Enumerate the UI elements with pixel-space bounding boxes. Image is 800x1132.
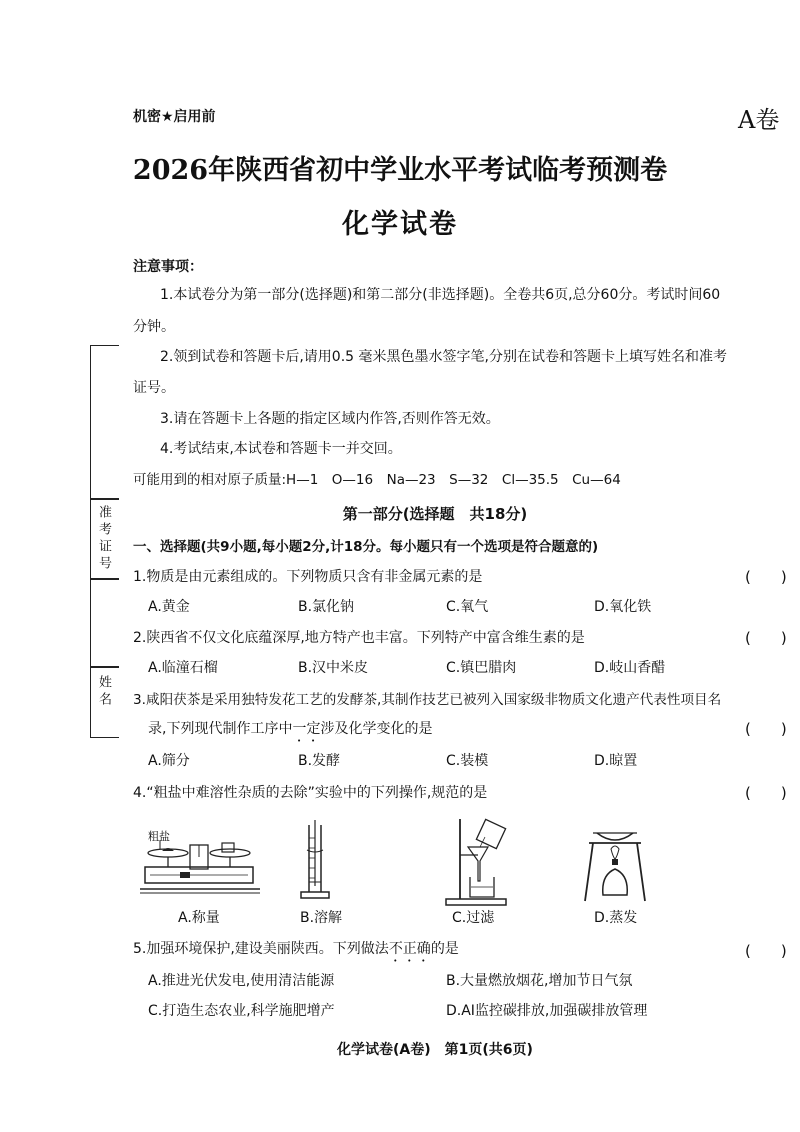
q1-option-d[interactable]: D.氧化铁 [594,599,652,615]
answer-paren-1[interactable]: ( ) [745,568,787,586]
q3-option-a[interactable]: A.筛分 [148,753,190,769]
q3-option-c[interactable]: C.装模 [446,753,489,769]
q3-option-b[interactable]: B.发酵 [298,753,341,769]
note-item-1: 1.本试卷分为第一部分(选择题)和第二部分(非选择题)。全卷共6页,总分60分。考试时间60 [160,287,721,303]
q1-option-a[interactable]: A.黄金 [148,599,190,615]
q5-option-b[interactable]: B.大量燃放烟花,增加节日气氛 [446,973,633,989]
q4-option-c[interactable]: C.过滤 [452,910,495,926]
q2-option-a[interactable]: A.临潼石榴 [148,660,218,676]
exam-subtitle: 化学试卷 [342,209,458,240]
answer-paren-5[interactable]: ( ) [745,942,787,960]
crude-salt-label: 粗盐 [148,830,170,843]
paper-version-label: A卷 [738,106,780,134]
sidebar-blank-box [90,345,119,500]
note-item-1-cont: 分钟。 [133,319,175,335]
exam-id-field[interactable] [90,578,119,668]
q4-option-b[interactable]: B.溶解 [300,910,343,926]
q4-option-d[interactable]: D.蒸发 [594,910,638,926]
q2-option-c[interactable]: C.镇巴腊肉 [446,660,517,676]
q5-stem-emphasis: 不正确 [388,941,431,957]
note-item-2-cont: 证号。 [133,380,175,396]
question-3-stem-line1: 3.咸阳茯茶是采用独特发花工艺的发酵茶,其制作技艺已被列入国家级非物质文化遗产代表性项目名 [133,692,722,708]
q2-option-d[interactable]: D.岐山香醋 [594,660,666,676]
q3-stem-pre: 录,下列现代制作工序中 [148,721,293,737]
question-3-stem-line2 [148,718,432,745]
question-1-stem: 1.物质是由元素组成的。下列物质只含有非金属元素的是 [133,569,483,585]
q5-stem-pre: 5.加强环境保护,建设美丽陕西。下列做法 [133,941,389,957]
page-footer: 化学试卷(A卷) 第1页(共6页) [337,1042,533,1058]
confidential-label: 机密★启用前 [133,109,216,125]
question-5-stem [133,938,459,965]
balance-icon [140,835,270,905]
evaporation-icon [585,825,645,905]
notes-heading: 注意事项： [133,259,203,275]
question-2-stem: 2.陕西省不仅文化底蕴深厚,地方特产也丰富。下列特产中富含维生素的是 [133,630,585,646]
answer-paren-4[interactable]: ( ) [745,784,787,802]
q5-stem-post: 的是 [430,941,459,957]
q4-option-a[interactable]: A.称量 [178,910,220,926]
q5-option-d[interactable]: D.AI监控碳排放,加强碳排放管理 [446,1003,648,1019]
name-label: 姓名 [96,675,111,709]
q3-stem-emphasis: 一定 [292,721,321,737]
graduated-cylinder-icon [295,820,335,905]
answer-paren-3[interactable]: ( ) [745,720,787,738]
part1-title: 第一部分(选择题 共18分) [342,505,528,523]
note-item-2: 2.领到试卷和答题卡后,请用0.5 毫米黑色墨水签字笔,分别在试卷和答题卡上填写姓名和准考 [160,349,727,365]
q1-option-c[interactable]: C.氧气 [446,599,489,615]
q1-option-b[interactable]: B.氯化钠 [298,599,355,615]
note-item-3: 3.请在答题卡上各题的指定区域内作答,否则作答无效。 [160,411,500,427]
q5-option-c[interactable]: C.打造生态农业,科学施肥增产 [148,1003,335,1019]
q3-option-d[interactable]: D.晾置 [594,753,638,769]
note-item-4: 4.考试结束,本试卷和答题卡一并交回。 [160,441,402,457]
answer-paren-2[interactable]: ( ) [745,629,787,647]
exam-title: 2026年陕西省初中学业水平考试临考预测卷 [132,155,668,186]
filtration-icon [440,815,520,910]
atomic-mass-line: 可能用到的相对原子质量:H—1 O—16 Na—23 S—32 Cl—35.5 Cu—64 [133,472,621,488]
exam-id-label: 准考证号 [96,505,111,573]
section-heading: 一、选择题(共9小题,每小题2分,计18分。每小题只有一个选项是符合题意的) [133,539,599,555]
q5-option-a[interactable]: A.推进光伏发电,使用清洁能源 [148,973,335,989]
question-4-stem: 4.“粗盐中难溶性杂质的去除”实验中的下列操作,规范的是 [133,785,488,801]
q3-stem-post: 涉及化学变化的是 [320,721,433,737]
q2-option-b[interactable]: B.汉中米皮 [298,660,369,676]
